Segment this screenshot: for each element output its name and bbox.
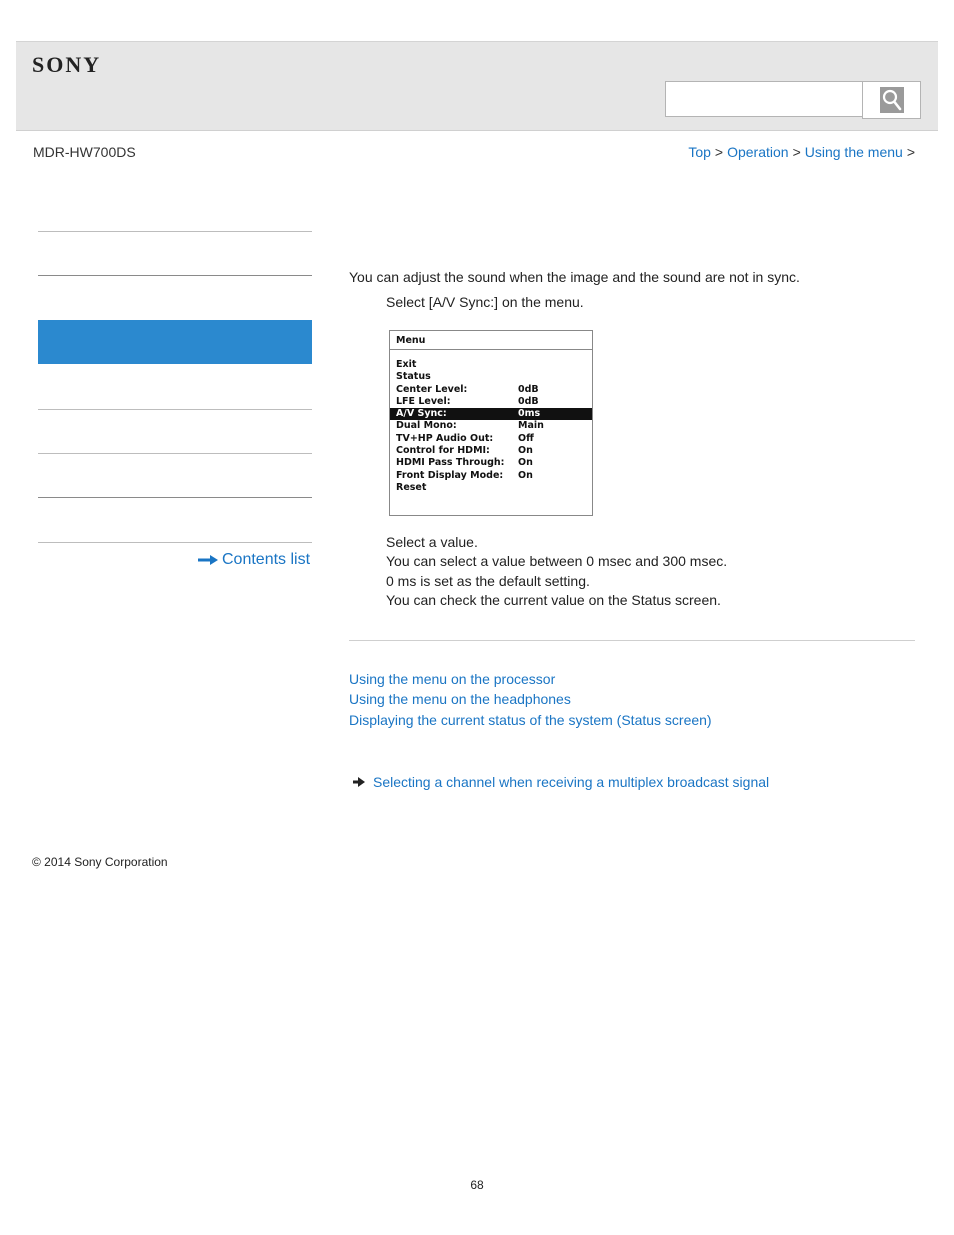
related-link-status-screen[interactable]: Displaying the current status of the system (Status screen) — [349, 712, 712, 728]
menu-row-value: On — [518, 469, 533, 481]
related-link-processor-menu[interactable]: Using the menu on the processor — [349, 671, 556, 687]
search-input[interactable] — [665, 81, 862, 117]
search-button[interactable] — [862, 81, 921, 119]
sidebar-divider — [38, 409, 312, 410]
breadcrumb-operation[interactable]: Operation — [727, 144, 789, 160]
copyright: © 2014 Sony Corporation — [32, 855, 168, 869]
menu-row-label: Exit — [396, 359, 417, 370]
breadcrumb-separator: > — [792, 144, 801, 160]
menu-row-label: Reset — [396, 481, 427, 493]
menu-row — [390, 384, 592, 396]
search-icon — [880, 87, 904, 113]
sidebar-divider — [38, 231, 312, 232]
menu-row — [390, 457, 592, 469]
breadcrumb-top[interactable]: Top — [688, 144, 711, 160]
menu-row-value: Off — [518, 432, 534, 444]
menu-row-value: 0ms — [518, 408, 541, 420]
menu-row — [390, 433, 592, 445]
next-topic-label: Selecting a channel when receiving a multiplex broadcast signal — [373, 774, 770, 790]
note-default: 0 ms is set as the default setting. — [386, 573, 590, 589]
arrow-right-icon — [353, 777, 365, 787]
menu-row-label: TV+HP Audio Out: — [396, 432, 494, 444]
sidebar-divider — [38, 275, 312, 276]
related-link-headphones-menu[interactable]: Using the menu on the headphones — [349, 691, 571, 707]
intro-text: You can adjust the sound when the image and the sound are not in sync. — [349, 269, 800, 285]
menu-row-label: Control for HDMI: — [396, 445, 490, 457]
menu-row-value: 0dB — [518, 395, 539, 407]
sidebar-divider — [38, 453, 312, 454]
menu-row-label: Dual Mono: — [396, 420, 457, 432]
menu-row — [390, 470, 592, 482]
next-topic-link[interactable] — [353, 774, 769, 790]
menu-row-label: Front Display Mode: — [396, 469, 504, 481]
sony-logo[interactable]: SONY — [32, 52, 102, 77]
menu-row-value: On — [518, 457, 533, 469]
menu-row — [390, 396, 592, 408]
sidebar-item-active[interactable] — [38, 320, 312, 364]
step-1: Select [A/V Sync:] on the menu. — [386, 294, 584, 310]
menu-row — [390, 371, 592, 383]
menu-screen-illustration — [389, 330, 593, 516]
step-2: Select a value. — [386, 534, 478, 550]
arrow-right-icon — [198, 555, 218, 565]
breadcrumb-separator: > — [714, 144, 724, 160]
menu-row — [390, 359, 592, 371]
breadcrumb-separator: > — [906, 144, 915, 160]
contents-list-link[interactable] — [198, 551, 310, 569]
breadcrumb-using-the-menu[interactable]: Using the menu — [804, 144, 903, 160]
page-number: 68 — [470, 1178, 484, 1192]
menu-row — [390, 445, 592, 457]
breadcrumb — [688, 144, 919, 160]
site-header — [16, 41, 938, 131]
menu-row-label: HDMI Pass Through: — [396, 457, 505, 469]
sidebar-divider — [38, 542, 312, 543]
note-range: You can select a value between 0 msec and 300 msec. — [386, 553, 728, 569]
menu-row-label: Center Level: — [396, 383, 468, 395]
menu-row-label: LFE Level: — [396, 395, 451, 407]
menu-title: Menu — [396, 335, 426, 346]
menu-row — [390, 408, 592, 420]
menu-rows — [390, 359, 592, 494]
menu-row-value: 0dB — [518, 383, 539, 395]
note-status: You can check the current value on the Status screen. — [386, 592, 721, 608]
sidebar-divider — [38, 497, 312, 498]
section-divider — [349, 640, 915, 641]
menu-row — [390, 482, 592, 494]
model-name: MDR-HW700DS — [33, 144, 136, 160]
menu-row — [390, 420, 592, 432]
menu-row-value: On — [518, 445, 533, 457]
menu-row-label: Status — [396, 371, 431, 383]
menu-row-label: A/V Sync: — [396, 408, 447, 420]
menu-divider — [390, 349, 592, 350]
contents-list-label: Contents list — [222, 551, 311, 568]
menu-row-value: Main — [518, 420, 544, 432]
